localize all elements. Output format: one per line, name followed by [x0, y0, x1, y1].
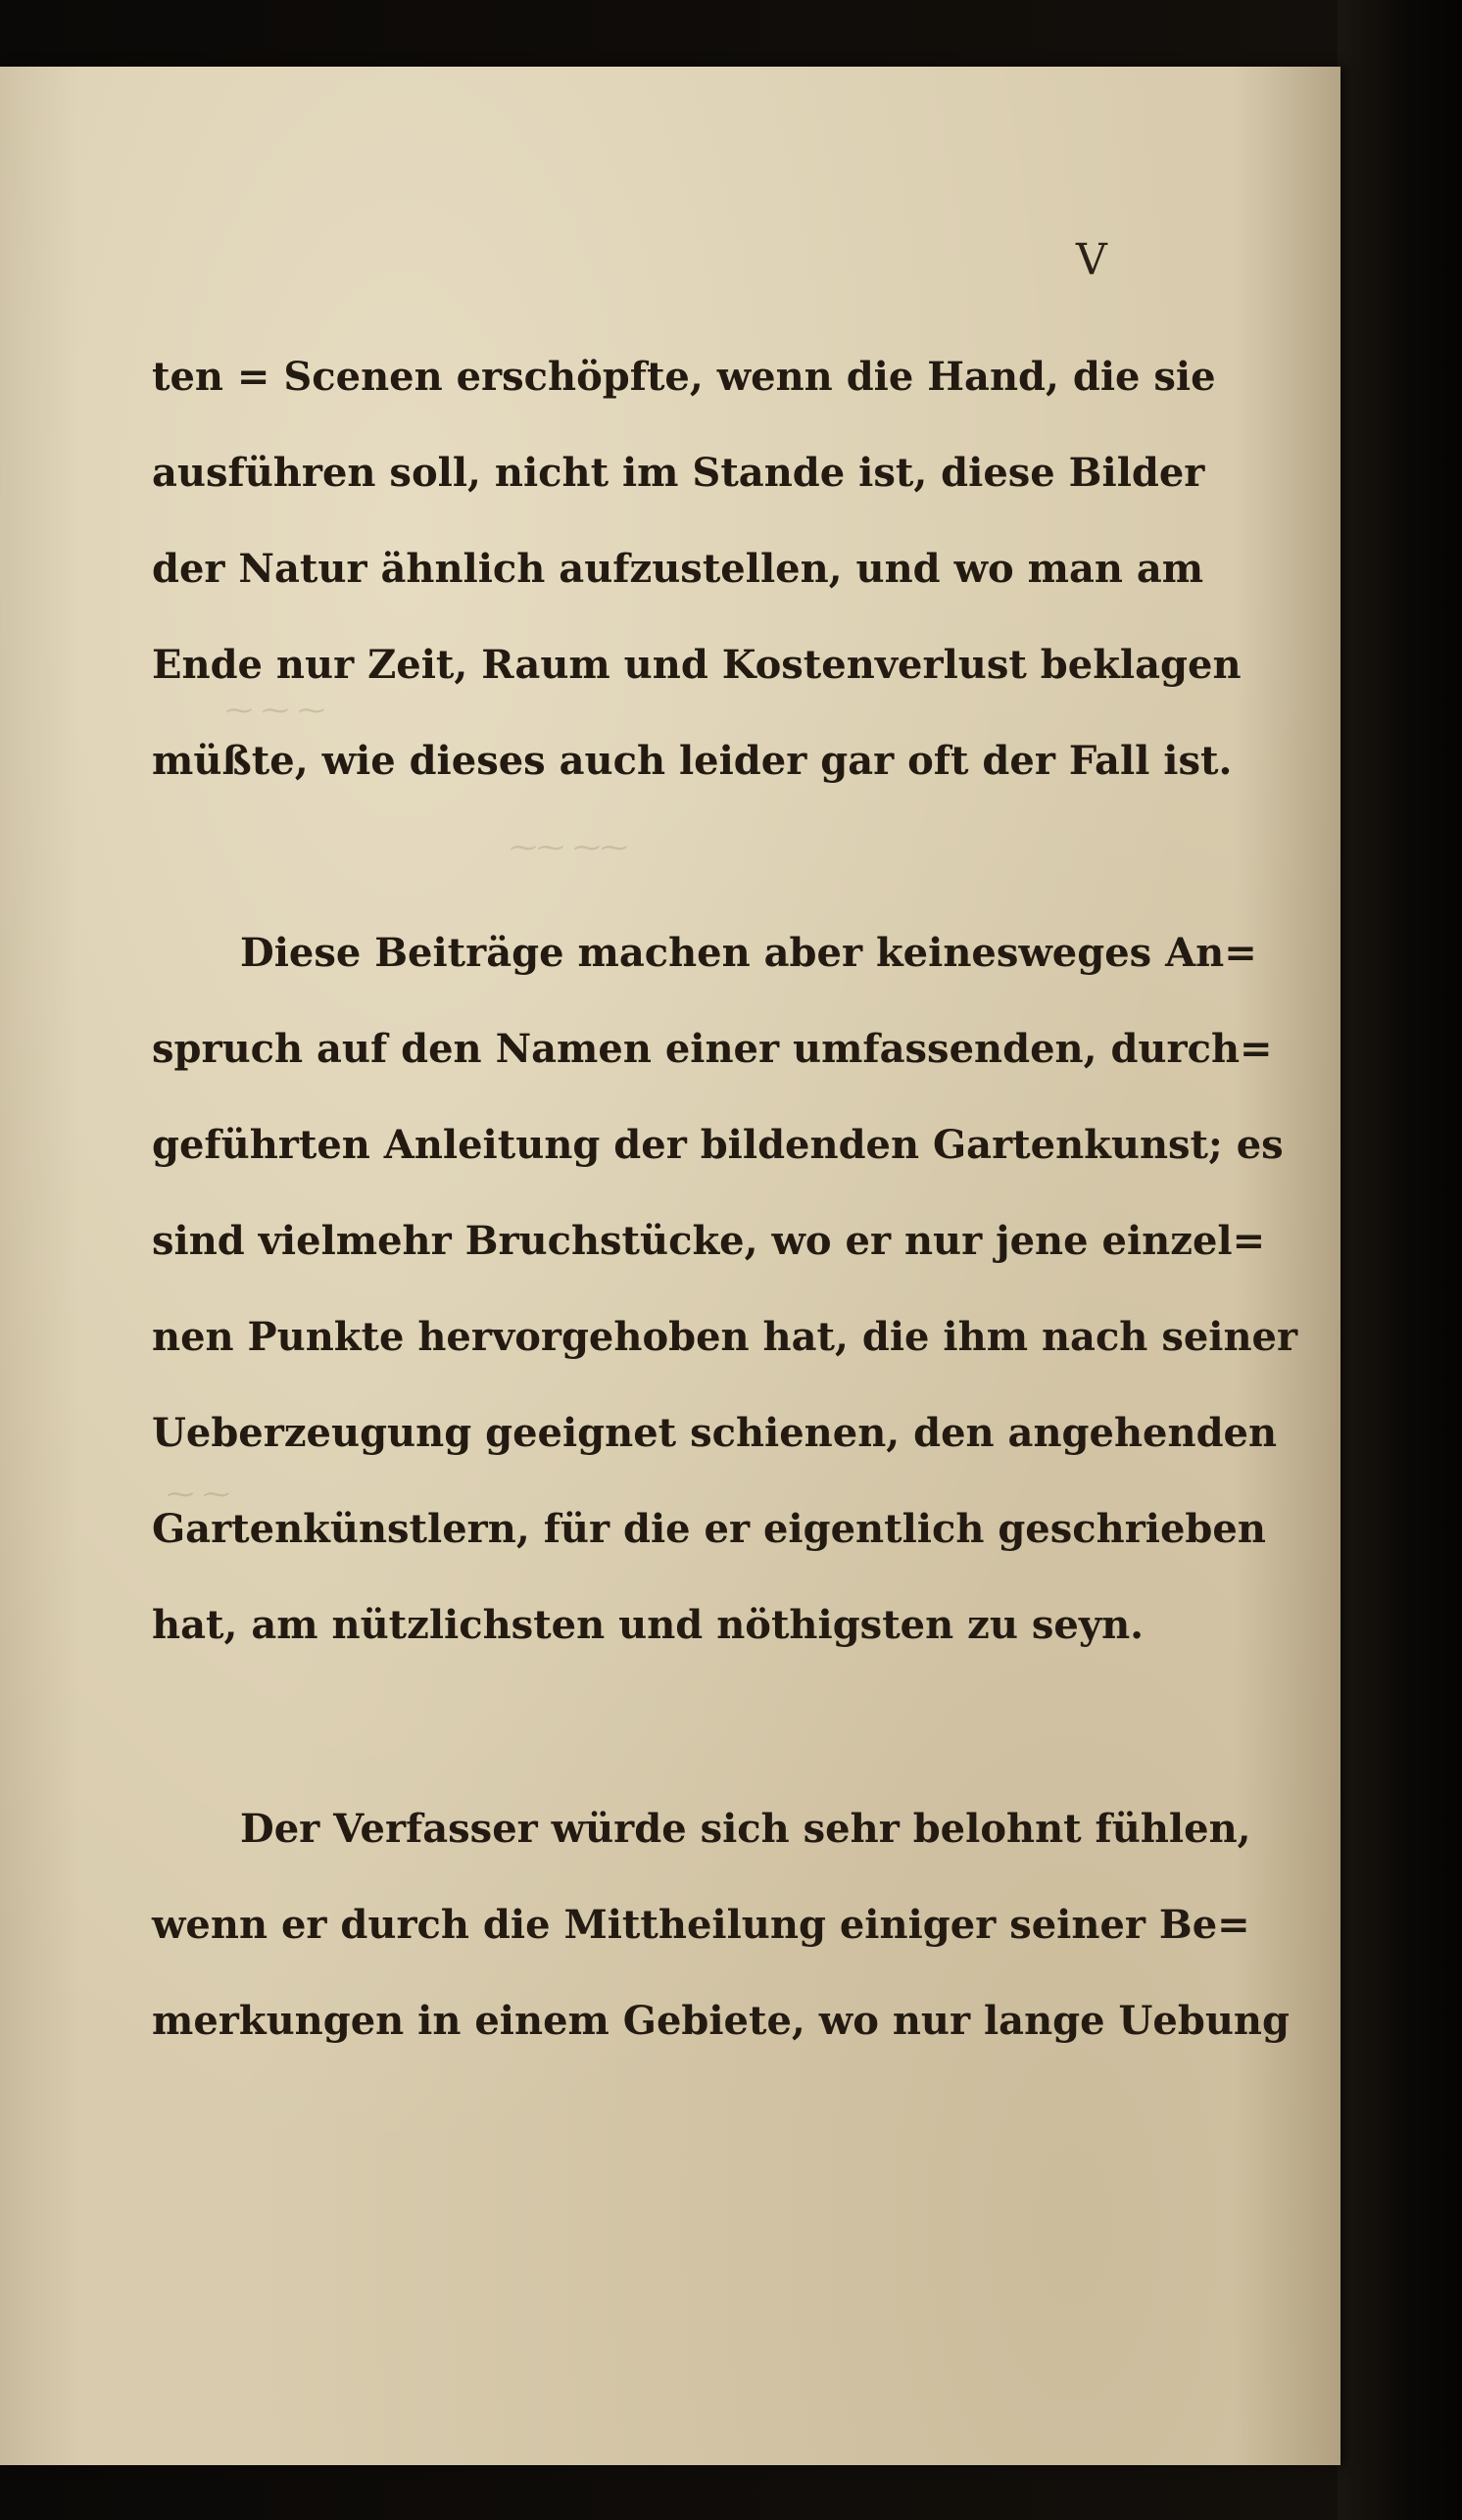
paragraph-2: [152, 905, 1298, 1673]
text-line: Diese Beiträge machen aber keinesweges An=: [240, 930, 1257, 976]
bleed-through-mark: ⁓ ⁓ ⁓: [225, 694, 325, 726]
paragraph-1: [152, 329, 1242, 809]
text-line: spruch auf den Namen einer umfassenden, durch=: [152, 1026, 1273, 1072]
page-number: V: [1076, 235, 1108, 285]
text-line: nen Punkte hervorgehoben hat, die ihm nach seiner: [152, 1314, 1298, 1360]
text-line: geführten Anleitung der bildenden Gartenkunst; es: [152, 1122, 1284, 1168]
text-line: Der Verfasser würde sich sehr belohnt fühlen,: [240, 1806, 1251, 1852]
text-line: Gartenkünstlern, für die er eigentlich geschrieben: [152, 1506, 1266, 1552]
book-edge-shadow: [1338, 0, 1462, 2520]
text-line: ausführen soll, nicht im Stande ist, diese Bilder: [152, 450, 1205, 496]
bleed-through-mark: ⁓⁓ ⁓⁓: [510, 831, 628, 863]
text-line: hat, am nützlichsten und nöthigsten zu seyn.: [152, 1602, 1145, 1648]
text-line: müßte, wie dieses auch leider gar oft der Fall ist.: [152, 738, 1233, 784]
text-line: merkungen in einem Gebiete, wo nur lange Uebung: [152, 1998, 1290, 2044]
text-line: sind vielmehr Bruchstücke, wo er nur jene einzel=: [152, 1218, 1266, 1264]
text-line: wenn er durch die Mittheilung einiger seiner Be=: [152, 1902, 1250, 1948]
text-line: der Natur ähnlich aufzustellen, und wo man am: [152, 546, 1204, 592]
paragraph-3: [152, 1781, 1290, 2069]
text-line: Ueberzeugung geeignet schienen, den angehenden: [152, 1410, 1278, 1456]
bleed-through-mark: ⁓ ⁓: [167, 1478, 230, 1510]
text-line: Ende nur Zeit, Raum und Kostenverlust beklagen: [152, 642, 1242, 688]
text-line: ten = Scenen erschöpfte, wenn die Hand, die sie: [152, 354, 1216, 400]
